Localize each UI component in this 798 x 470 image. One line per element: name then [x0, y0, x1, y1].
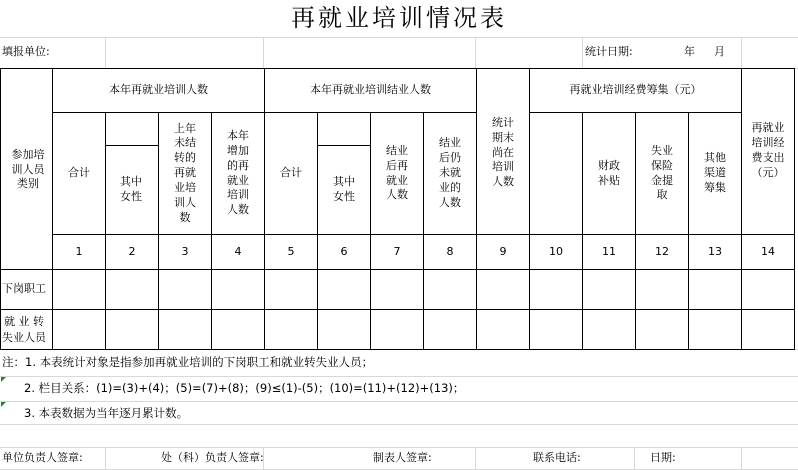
row-label-unemployed: 就 业 转 失业人员: [2, 314, 46, 344]
col-number: 5: [287, 244, 295, 258]
note-3: 3. 本表数据为当年逐月累计数。: [24, 406, 189, 420]
row-label-laid-off: 下岗职工: [2, 282, 46, 296]
unit-leader-sign: 单位负责人签章:: [2, 451, 83, 464]
col-3-header: 上年未结转的再就业培训人数: [174, 121, 196, 224]
group-training-header: 本年再就业培训人数: [109, 83, 208, 97]
col-14-header: 再就业培训经费支出（元）: [751, 121, 785, 179]
group-funding-header: 再就业培训经费筹集（元）: [569, 83, 702, 97]
col-number: 9: [499, 244, 507, 258]
col-number: 12: [655, 244, 669, 258]
phone-label: 联系电话:: [533, 451, 581, 464]
col-11-header: 财政补贴: [598, 158, 620, 187]
group-completed-header: 本年再就业培训结业人数: [310, 83, 431, 97]
col-number: 8: [446, 244, 454, 258]
col-2-header: 其中女性: [120, 175, 142, 203]
col-number: 4: [234, 244, 242, 258]
col-number: 14: [761, 244, 775, 258]
note-1: 注：1. 本表统计对象是指参加再就业培训的下岗职工和就业转失业人员；: [2, 355, 374, 369]
col-number: 7: [393, 244, 401, 258]
col-number: 10: [549, 244, 563, 258]
col-7-header: 结业后再就业人数: [386, 143, 408, 202]
col-number: 6: [340, 244, 348, 258]
stat-date-label: 统计日期:: [585, 45, 633, 58]
col-number: 13: [708, 244, 722, 258]
page-title: 再就业培训情况表: [291, 4, 507, 32]
col-1-header: 合计: [68, 166, 90, 180]
month-label: 月: [714, 45, 725, 58]
col-4-header: 本年增加的再就业培训人数: [227, 128, 249, 217]
col-6-header: 其中女性: [333, 175, 355, 203]
col-13-header: 其他渠道筹集: [704, 151, 726, 194]
fill-unit-label: 填报单位:: [2, 45, 50, 58]
cell-comment-marker: [1, 377, 6, 382]
col-number: 11: [602, 244, 616, 258]
col-number: 1: [75, 244, 83, 258]
col-12-header: 失业保险金提取: [651, 143, 673, 202]
year-label: 年: [684, 45, 695, 58]
col-number: 2: [128, 244, 136, 258]
col-8-header: 结业后仍未就业的人数: [439, 136, 461, 209]
col-5-header: 合计: [280, 166, 302, 180]
date-label: 日期:: [650, 451, 676, 464]
note-2: 2. 栏目关系：(1)=(3)+(4)；(5)=(7)+(8)；(9)≤(1)-(5)；(10)=(11)+(12)+(13)；: [24, 381, 465, 395]
dept-leader-sign: 处（科）负责人签章:: [161, 451, 264, 464]
col-number: 3: [181, 244, 189, 258]
row-category-header: 参加培训人员类别: [11, 147, 45, 191]
preparer-sign: 制表人签章:: [373, 451, 432, 464]
cell-comment-marker: [1, 402, 6, 407]
col-9-header: 统计期末尚在培训人数: [492, 115, 514, 189]
